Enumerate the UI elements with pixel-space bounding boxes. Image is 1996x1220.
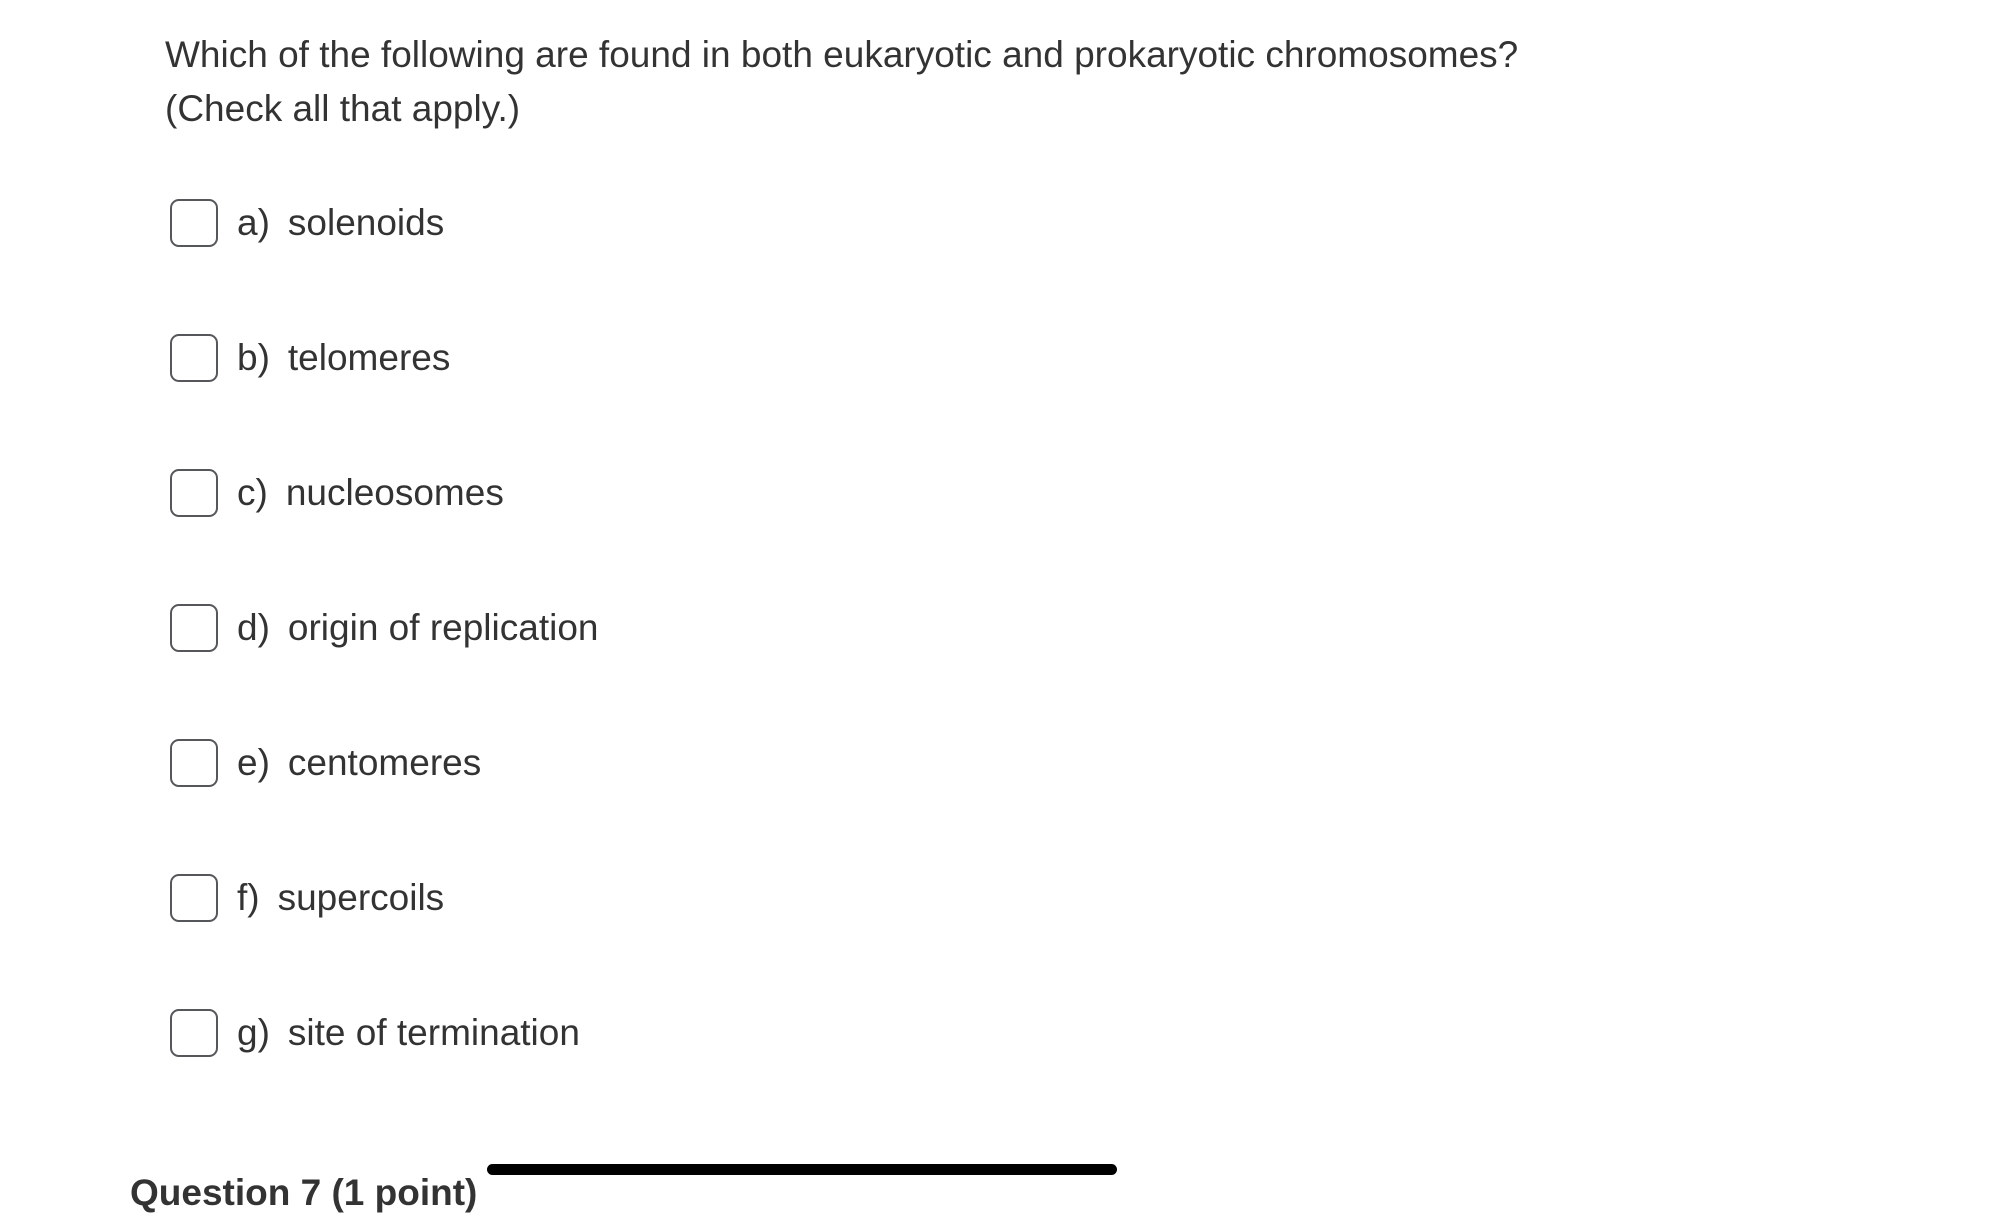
- checkbox-a[interactable]: [170, 199, 218, 247]
- option-letter: e): [237, 742, 270, 783]
- option-a[interactable]: [170, 190, 598, 256]
- option-d[interactable]: [170, 595, 598, 661]
- checkbox-g[interactable]: [170, 1009, 218, 1057]
- option-e[interactable]: [170, 730, 598, 796]
- option-letter: f): [237, 877, 260, 918]
- checkbox-c[interactable]: [170, 469, 218, 517]
- option-label[interactable]: site of termination: [287, 1012, 580, 1053]
- question-prompt: [165, 28, 1815, 136]
- checkbox-d[interactable]: [170, 604, 218, 652]
- checkbox-b[interactable]: [170, 334, 218, 382]
- question-instruction: (Check all that apply.): [165, 88, 521, 129]
- question-text: Which of the following are found in both eukaryotic and prokaryotic chromosomes?: [165, 34, 1519, 75]
- checkbox-f[interactable]: [170, 874, 218, 922]
- option-label[interactable]: solenoids: [287, 202, 445, 243]
- option-letter: d): [237, 607, 270, 648]
- option-b[interactable]: [170, 325, 598, 391]
- option-g[interactable]: [170, 1000, 598, 1066]
- option-label[interactable]: supercoils: [277, 877, 445, 918]
- option-label[interactable]: nucleosomes: [285, 472, 504, 513]
- answer-options: [170, 190, 598, 1135]
- option-letter: g): [237, 1012, 270, 1053]
- home-indicator-bar: [487, 1164, 1117, 1175]
- option-label[interactable]: centomeres: [287, 742, 482, 783]
- option-c[interactable]: [170, 460, 598, 526]
- next-question-heading: Question 7 (1 point): [130, 1172, 478, 1213]
- option-letter: a): [237, 202, 270, 243]
- option-label[interactable]: origin of replication: [287, 607, 599, 648]
- option-label[interactable]: telomeres: [287, 337, 451, 378]
- option-f[interactable]: [170, 865, 598, 931]
- checkbox-e[interactable]: [170, 739, 218, 787]
- option-letter: c): [237, 472, 268, 513]
- option-letter: b): [237, 337, 270, 378]
